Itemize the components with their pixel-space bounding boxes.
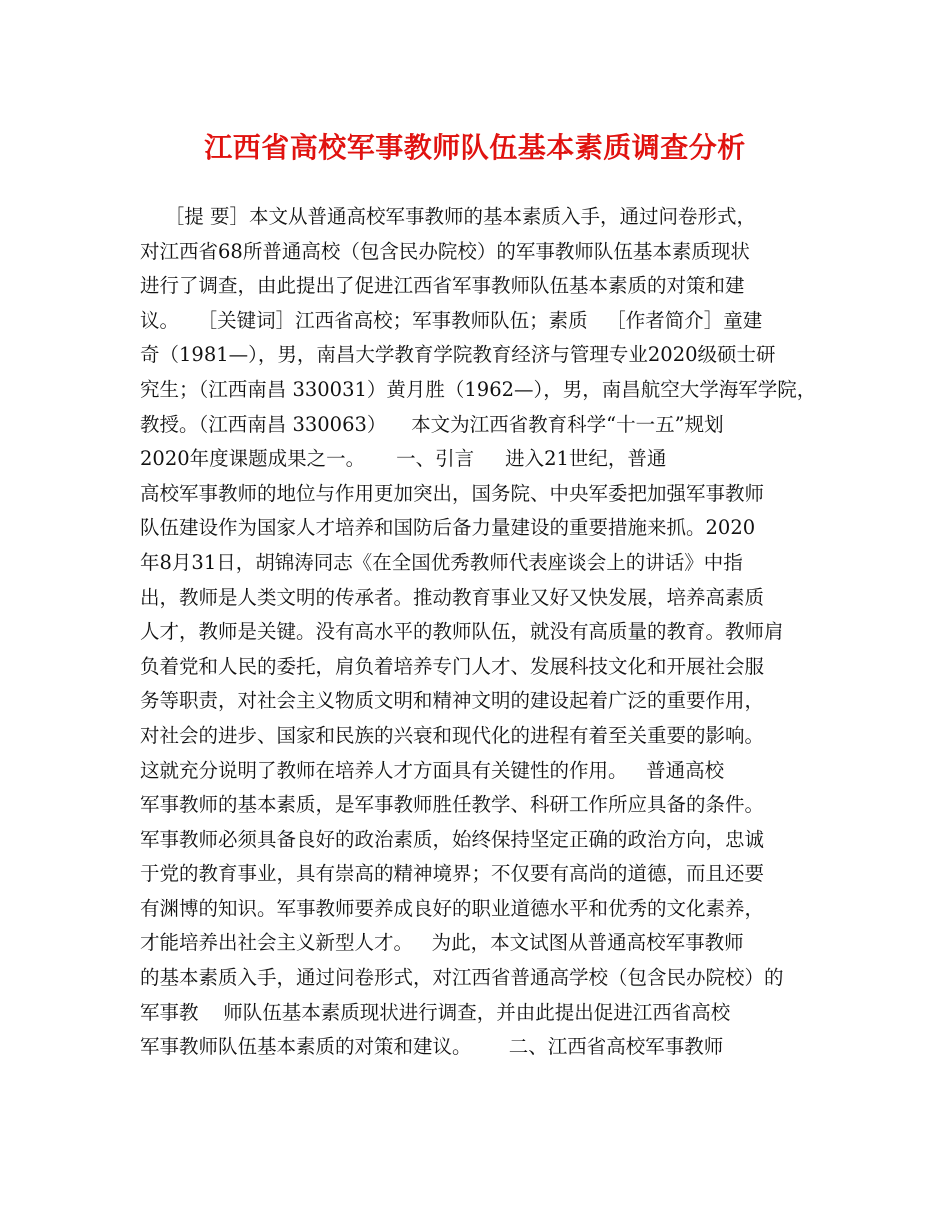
body-line: ［提 要］本文从普通高校军事教师的基本素质入手，通过问卷形式， — [140, 205, 756, 228]
body-line: 究生；（江西南昌 330031）黄月胜（1962—），男，南昌航空大学海军学院， — [140, 377, 817, 401]
body-line: 议。 ［关键词］江西省高校；军事教师队伍；素质 ［作者简介］童建 — [140, 308, 763, 332]
body-line: 奇（1981—），男，南昌大学教育学院教育经济与管理专业2020级硕士研 — [140, 343, 776, 367]
body-line: 才能培养出社会主义新型人才。 为此，本文试图从普通高校军事教师 — [140, 931, 744, 955]
body-line: 队伍建设作为国家人才培养和国防后备力量建设的重要措施来抓。2020 — [140, 516, 756, 540]
body-line: 对社会的进步、国家和民族的兴衰和现代化的进程有着至关重要的影响。 — [140, 723, 765, 747]
body-line: 务等职责，对社会主义物质文明和精神文明的建设起着广泛的重要作用， — [140, 689, 765, 713]
body-line: 负着党和人民的委托，肩负着培养专门人才、发展科技文化和开展社会服 — [140, 654, 765, 678]
body-line: 有渊博的知识。军事教师要养成良好的职业道德水平和优秀的文化素养， — [140, 896, 765, 920]
body-line: 军事教师队伍基本素质的对策和建议。 二、江西省高校军事教师 — [140, 1035, 724, 1059]
body-line: 年8月31日，胡锦涛同志《在全国优秀教师代表座谈会上的讲话》中指 — [140, 550, 743, 574]
body-line: 的基本素质入手，通过问卷形式，对江西省普通高学校（包含民办院校）的 — [140, 966, 784, 990]
body-line: 军事教 师队伍基本素质现状进行调查，并由此提出促进江西省高校 — [140, 1000, 731, 1024]
document-body — [140, 200, 820, 1065]
body-line: 出，教师是人类文明的传承者。推动教育事业又好又快发展，培养高素质 — [140, 585, 765, 609]
body-line: 2020年度课题成果之一。 一、引言 进入21世纪，普通 — [140, 447, 667, 471]
body-line: 对江西省68所普通高校（包含民办院校）的军事教师队伍基本素质现状 — [140, 239, 750, 263]
body-line: 军事教师必须具备良好的政治素质，始终保持坚定正确的政治方向，忠诚 — [140, 827, 765, 851]
body-line: 教授。（江西南昌 330063） 本文为江西省教育科学“十一五”规划 — [140, 412, 724, 436]
document-title: 江西省高校军事教师队伍基本素质调查分析 — [204, 131, 746, 164]
body-line: 人才，教师是关键。没有高水平的教师队伍，就没有高质量的教育。教师肩 — [140, 620, 784, 644]
body-line: 高校军事教师的地位与作用更加突出，国务院、中央军委把加强军事教师 — [140, 481, 765, 505]
body-line: 于党的教育事业，具有崇高的精神境界；不仅要有高尚的道德，而且还要 — [140, 862, 765, 886]
body-line: 军事教师的基本素质，是军事教师胜任教学、科研工作所应具备的条件。 — [140, 793, 765, 817]
body-line: 这就充分说明了教师在培养人才方面具有关键性的作用。 普通高校 — [140, 758, 725, 782]
body-line: 进行了调查，由此提出了促进江西省军事教师队伍基本素质的对策和建 — [140, 274, 745, 298]
